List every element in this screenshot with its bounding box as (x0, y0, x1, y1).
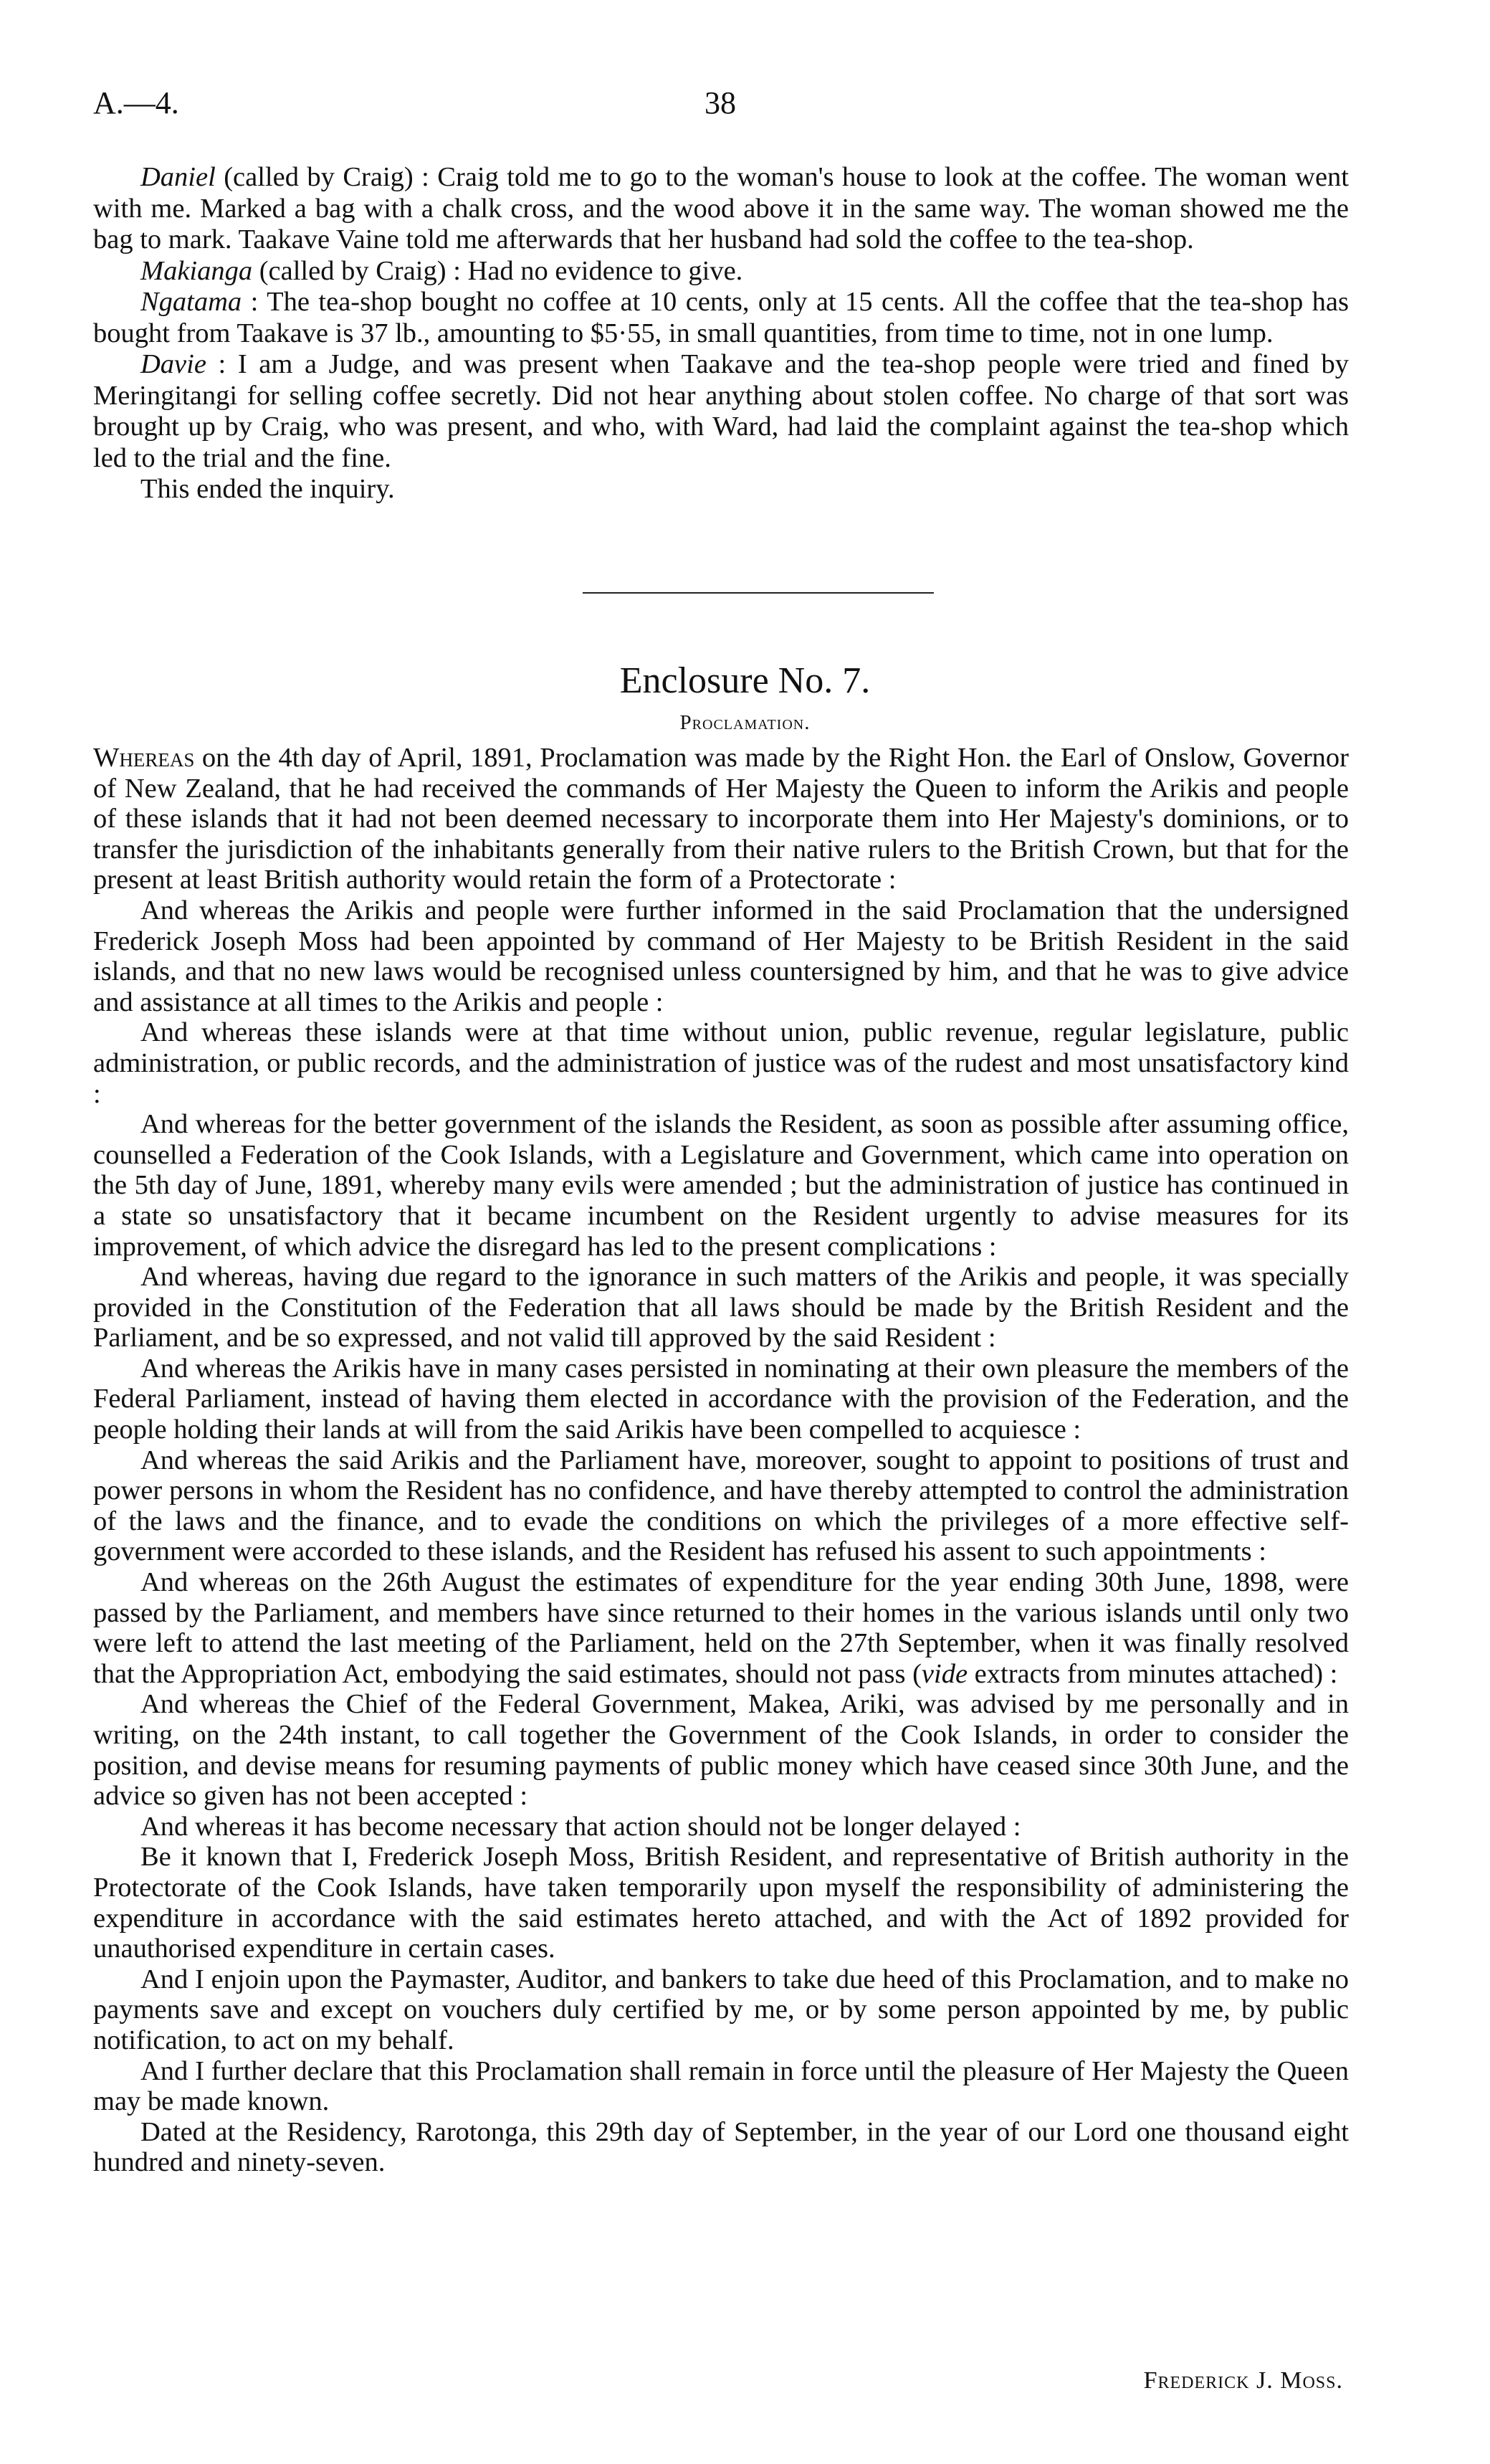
testimony-text: : The tea-shop bought no coffee at 10 cents, only at 15 cents. All the coffee that the tea-shop has bought from Taakave is 37 lb., amounting to $5·55, in small quantities, from time to time, not in one lump. (93, 287, 1349, 348)
testimony-text: (called by Craig) : Had no evidence to give. (252, 255, 743, 286)
enclosure-subtitle: Proclamation. (679, 711, 811, 734)
vide-italic: vide (921, 1658, 968, 1689)
proclamation-paragraph: And whereas for the better government of the islands the Resident, as soon as possible after assuming office, counselled a Federation of the Cook Islands, with a Legislature and Government, which came into operation on the 5th day of June, 1891, whereby many evils were amended ; but the administration of justice has continued in a state so unsatisfactory that it became incumbent on the Resident urgently to advise measures for its improvement, of which advice the disregard has led to the present complications : (93, 1109, 1349, 1262)
paragraph-text: on the 4th day of April, 1891, Proclamation was made by the Right Hon. the Earl of Onslow, Governor of New Zealand, that he had received the commands of Her Majesty the Queen to inform the Arikis and people of these islands that it had not been deemed necessary to incorporate them into Her Majesty's dominions, or to transfer the jurisdiction of the inhabitants generally from their native rulers to the British Crown, but that for the present at least British authority would retain the form of a Protectorate : (93, 743, 1349, 895)
proclamation-paragraph: And whereas the said Arikis and the Parliament have, moreover, sought to appoint to positions of trust and power persons in whom the Resident has no confidence, and have thereby attempted to control the administration of the laws and the finance, and to evade the conditions on which the privileges of a more effective self-government were accorded to these islands, and the Resident has refused his assent to such appointments : (93, 1445, 1349, 1567)
proclamation-paragraph (93, 743, 1349, 895)
testimony-davie (93, 349, 1349, 474)
paragraph-text: And whereas on the 26th August the estimates of expenditure for the year ending 30th June, 1898, were passed by the Parliament, and members have since returned to their homes in the various islands until only two were left to attend the last meeting of the Parliament, held on the 27th September, when it was finally resolved that the Appropriation Act, embodying the said estimates, should not pass ( (93, 1567, 1349, 1689)
testimony-section (93, 162, 1349, 505)
proclamation-body (93, 743, 1349, 2178)
speaker-name: Daniel (140, 162, 216, 192)
paragraph-text: extracts from minutes attached) : (968, 1658, 1338, 1689)
speaker-name: Ngatama (140, 287, 242, 317)
proclamation-paragraph: And whereas these islands were at that time without union, public revenue, regular legislature, public administration, or public records, and the administration of justice was of the rudest and most unsatisfactory kind : (93, 1017, 1349, 1109)
proclamation-paragraph: And I enjoin upon the Paymaster, Auditor, and bankers to take due heed of this Proclamation, and to make no payments save and except on vouchers duly certified by me, or by some person appointed by me, by public notification, to act on my behalf. (93, 1964, 1349, 2055)
signature: Frederick J. Moss. (1143, 2367, 1343, 2394)
proclamation-paragraph: And whereas, having due regard to the ignorance in such matters of the Arikis and people, it was specially provided in the Constitution of the Federation that all laws should be made by the British Resident and the Parliament, and be so expressed, and not valid till approved by the said Resident : (93, 1262, 1349, 1354)
proclamation-paragraph: And whereas it has become necessary that action should not be longer delayed : (140, 1811, 1021, 1842)
proclamation-paragraph: And whereas the Arikis and people were further informed in the said Proclamation that the undersigned Frederick Joseph Moss had been appointed by command of Her Majesty to be British Resident in the said islands, and that no new laws would be recognised unless countersigned by him, and that he was to give advice and assistance at all times to the Arikis and people : (93, 895, 1349, 1017)
testimony-ngatama (93, 287, 1349, 349)
page-header (93, 85, 1347, 128)
proclamation-paragraph: Dated at the Residency, Rarotonga, this 29th day of September, in the year of our Lord one thousand eight hundred and ninety-seven. (93, 2116, 1349, 2178)
section-divider (583, 592, 934, 594)
proclamation-paragraph (93, 1567, 1349, 1689)
testimony-makianga (93, 256, 1349, 287)
proclamation-paragraph: And whereas the Chief of the Federal Government, Makea, Ariki, was advised by me personally and in writing, on the 24th instant, to call together the Government of the Cook Islands, in order to consider the position, and devise means for resuming payments of public money which have ceased since 30th June, and the advice so given has not been accepted : (93, 1689, 1349, 1812)
lead-word: Whereas (93, 743, 195, 773)
proclamation-paragraph: And I further declare that this Proclamation shall remain in force until the pleasure of Her Majesty the Queen may be made known. (93, 2055, 1349, 2117)
testimony-text: (called by Craig) : Craig told me to go to the woman's house to look at the coffee. The woman went with me. Marked a bag with a chalk cross, and the wood above it in the same way. The woman showed me the bag to mark. Taakave Vaine told me afterwards that her husband had sold the coffee to the tea-shop. (93, 162, 1349, 255)
speaker-name: Makianga (140, 255, 253, 286)
testimony-daniel (93, 162, 1349, 256)
proclamation-paragraph: Be it known that I, Frederick Joseph Moss, British Resident, and representative of British authority in the Protectorate of the Cook Islands, have taken temporarily upon myself the responsibility of administering the expenditure in accordance with the said estimates hereto attached, and with the Act of 1892 provided for unauthorised expenditure in certain cases. (93, 1842, 1349, 1964)
speaker-name: Davie (140, 349, 206, 379)
document-reference: A.—4. (93, 85, 179, 120)
enclosure-title: Enclosure No. 7. (619, 660, 871, 701)
testimony-text: : I am a Judge, and was present when Taakave and the tea-shop people were tried and fined by Meringitangi for selling coffee secretly. Did not hear anything about stolen coffee. No charge of that sort was brought up by Craig, who was present, and who, with Ward, had laid the complaint against the tea-shop which led to the trial and the fine. (93, 349, 1349, 473)
proclamation-paragraph: And whereas the Arikis have in many cases persisted in nominating at their own pleasure the members of the Federal Parliament, instead of having them elected in accordance with the provision of the Federation, and the people holding their lands at will from the said Arikis have been compelled to acquiesce : (93, 1353, 1349, 1445)
page-number: 38 (705, 85, 736, 120)
closing-line: This ended the inquiry. (140, 474, 395, 504)
